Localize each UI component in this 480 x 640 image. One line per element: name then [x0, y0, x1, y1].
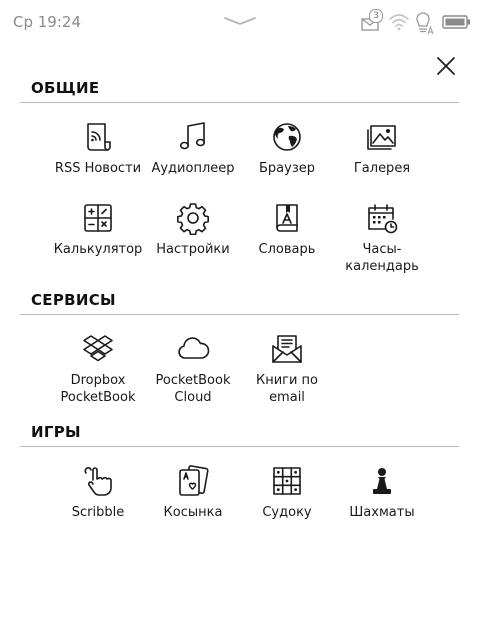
app-label: Аудиоплеер: [151, 161, 235, 176]
calculator-icon: [81, 201, 115, 235]
music-note-icon: [176, 120, 210, 154]
app-label: Галерея: [353, 161, 411, 176]
close-icon: [432, 52, 460, 80]
app-dictionary[interactable]: [232, 201, 342, 258]
sudoku-grid-icon: [270, 464, 304, 498]
section-title-games: ИГРЫ: [31, 423, 81, 441]
rss-news-icon: [81, 120, 115, 154]
section-title-general: ОБЩИЕ: [31, 79, 100, 97]
chevron-down-icon[interactable]: [223, 15, 257, 27]
app-dropbox-pocketbook[interactable]: [43, 332, 153, 406]
app-label: Браузер: [259, 161, 315, 176]
scribble-hand-icon: [81, 464, 115, 498]
app-scribble[interactable]: [43, 464, 153, 521]
mail-icon[interactable]: [360, 10, 384, 34]
app-label: RSS Новости: [54, 161, 142, 176]
status-clock: Ср 19:24: [13, 13, 81, 31]
battery-icon[interactable]: [442, 10, 472, 32]
section-divider: [20, 446, 459, 447]
app-calculator[interactable]: [43, 201, 153, 258]
gallery-icon: [365, 120, 399, 154]
app-label: PocketBook Cloud: [155, 373, 231, 405]
close-button[interactable]: [432, 52, 460, 80]
app-label: Шахматы: [349, 505, 415, 520]
section-title-services: СЕРВИСЫ: [31, 291, 116, 309]
app-sudoku[interactable]: [232, 464, 342, 521]
wifi-icon[interactable]: [388, 10, 410, 32]
app-label: Книги по email: [255, 373, 319, 405]
app-browser[interactable]: [232, 120, 342, 177]
section-divider: [20, 102, 459, 103]
app-label: Косынка: [163, 505, 223, 520]
chess-pawn-icon: [365, 464, 399, 498]
status-bar: [0, 0, 480, 44]
app-label: Часы- календарь: [345, 242, 419, 274]
app-rss-news[interactable]: [43, 120, 153, 177]
dictionary-icon: [270, 201, 304, 235]
app-label: Словарь: [258, 242, 316, 257]
app-label: Dropbox PocketBook: [60, 373, 136, 405]
notification-count: 3: [369, 9, 383, 23]
frontlight-icon[interactable]: [414, 10, 436, 36]
app-label: Калькулятор: [53, 242, 143, 257]
app-chess[interactable]: [327, 464, 437, 521]
app-gallery[interactable]: [327, 120, 437, 177]
app-label: Scribble: [71, 505, 125, 520]
playing-cards-icon: [176, 464, 210, 498]
section-divider: [20, 314, 459, 315]
cloud-icon: [176, 332, 210, 366]
email-books-icon: [270, 332, 304, 366]
gear-icon: [176, 201, 210, 235]
dropbox-icon: [81, 332, 115, 366]
status-icons: [360, 10, 470, 36]
app-clock-calendar[interactable]: [327, 201, 437, 275]
calendar-clock-icon: [365, 201, 399, 235]
app-label: Судоку: [262, 505, 312, 520]
app-label: Настройки: [156, 242, 230, 257]
globe-icon: [270, 120, 304, 154]
app-email-books[interactable]: [232, 332, 342, 406]
